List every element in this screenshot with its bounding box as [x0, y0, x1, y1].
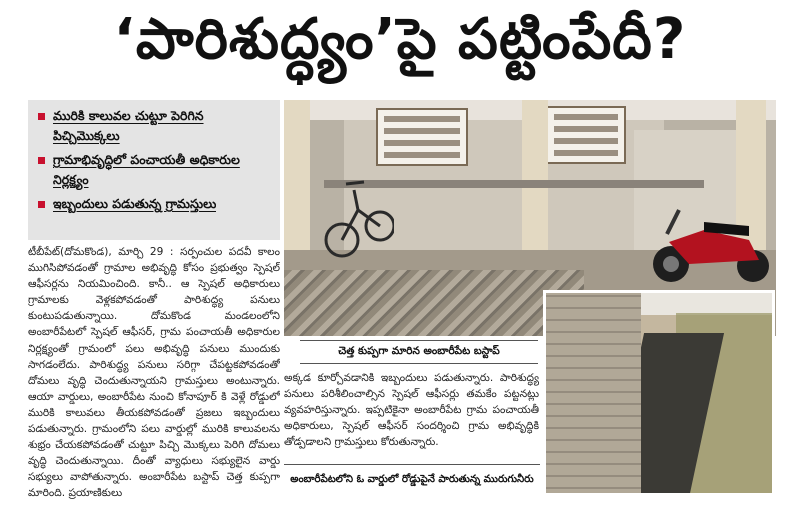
motorcycle-icon	[649, 200, 774, 290]
photo-caption: అంబారీపేటలోని ఓ వార్డులో రోడ్డుపైనే పారుతున్న మురుగునీరు	[290, 474, 534, 485]
article-body-continued: అక్కడ కూర్చోవడానికి ఇబ్బందులు పడుతున్నారు. పారిశుద్ధ్య పనులు పరిశీలించాల్సిన స్పెషల్ ఆఫీసర్లు తమకేం పట్టనట్లు వ్యవహరిస్తున్నారు. ఇప్పటికైనా అంబారీపేట గ్రామ పంచాయతీ అధికారులు, స్పెషల్ ఆఫీసర్ సందర్శించి గ్రామ అభివృద్ధికి తోడ్పడాలని గ్రామస్తులు కోరుతున్నారు.	[284, 372, 539, 449]
drain-photo	[543, 290, 775, 496]
highlight-text: గ్రామాభివృద్ధిలో పంచాయతీ అధికారుల నిర్లక్ష్యం	[53, 152, 240, 187]
highlight-text: ఇబ్బందులు పడుతున్న గ్రామస్తులు	[53, 196, 217, 211]
bullet-icon	[38, 157, 45, 164]
highlight-item	[38, 150, 272, 190]
article-body: టీబీపేట్(దోమకొండ), మార్చి 29 : సర్పంచుల పదవీ కాలం ముగిసిపోవడంతో గ్రామాల అభివృద్ధి కోసం ప్రభుత్వం స్పెషల్ ఆఫీసర్లను నియమించింది. కానీ.. ఆ స్పెషల్ అధికారులు గ్రామాలకు వెళ్లకపోవడంతో పారిశుద్ధ్య పనులు కుంటుపడుతున్నాయి. దోమకొండ మండలంలోని అంబారీపేటలో స్పెషల్ ఆఫీసర్, గ్రామ పంచాయతీ అధికారుల నిర్లక్ష్యంతో గ్రామంలో పలు అభివృద్ధి పనులు ముందుకు సాగడంలేదు. పారిశుద్ధ్య పనులు సరిగ్గా చేపట్టకపోవడంతో దోమలు వృద్ధి చెందుతున్నాయని గ్రామస్తులు అంటున్నారు. ఆయా వార్డులు, అంబారీపేట నుంచి కోనాపూర్ కి వెళ్లే రోడ్డులో మురికి కాలువలు తీయకపోవడంతో ప్రజలు ఇబ్బందులు పడుతున్నారు. గ్రామంలోని పలు వార్డుల్లో మురికి కాలువలను శుభ్రం చేయకపోవడంతో చుట్టూ పిచ్చి మొక్కలు పెరిగి దోమలు వృద్ధి చెందుతున్నాయి. దీంతో వ్యాధులు సభ్యులైన వార్డు సభ్యులు వాపోతున్నారు. అంబారీపేట బస్టాప్ చెత్త కుప్పగా మారింది. ప్రయాణికులు	[28, 246, 280, 499]
highlights-box	[28, 100, 280, 240]
bullet-icon	[38, 201, 45, 208]
headline: ‘పారిశుద్ధ్యం’పై పట్టింపేదీ?	[113, 6, 687, 72]
highlight-item	[38, 106, 272, 146]
highlight-item	[38, 194, 272, 214]
bullet-icon	[38, 113, 45, 120]
photo-caption: చెత్త కుప్పగా మారిన అంబారీపేట బస్టాప్	[300, 340, 538, 364]
divider	[284, 464, 540, 465]
highlight-text: మురికి కాలువల చుట్టూ పెరిగిన పిచ్చిమొక్కలు	[53, 108, 204, 143]
bicycle-icon	[324, 170, 394, 260]
